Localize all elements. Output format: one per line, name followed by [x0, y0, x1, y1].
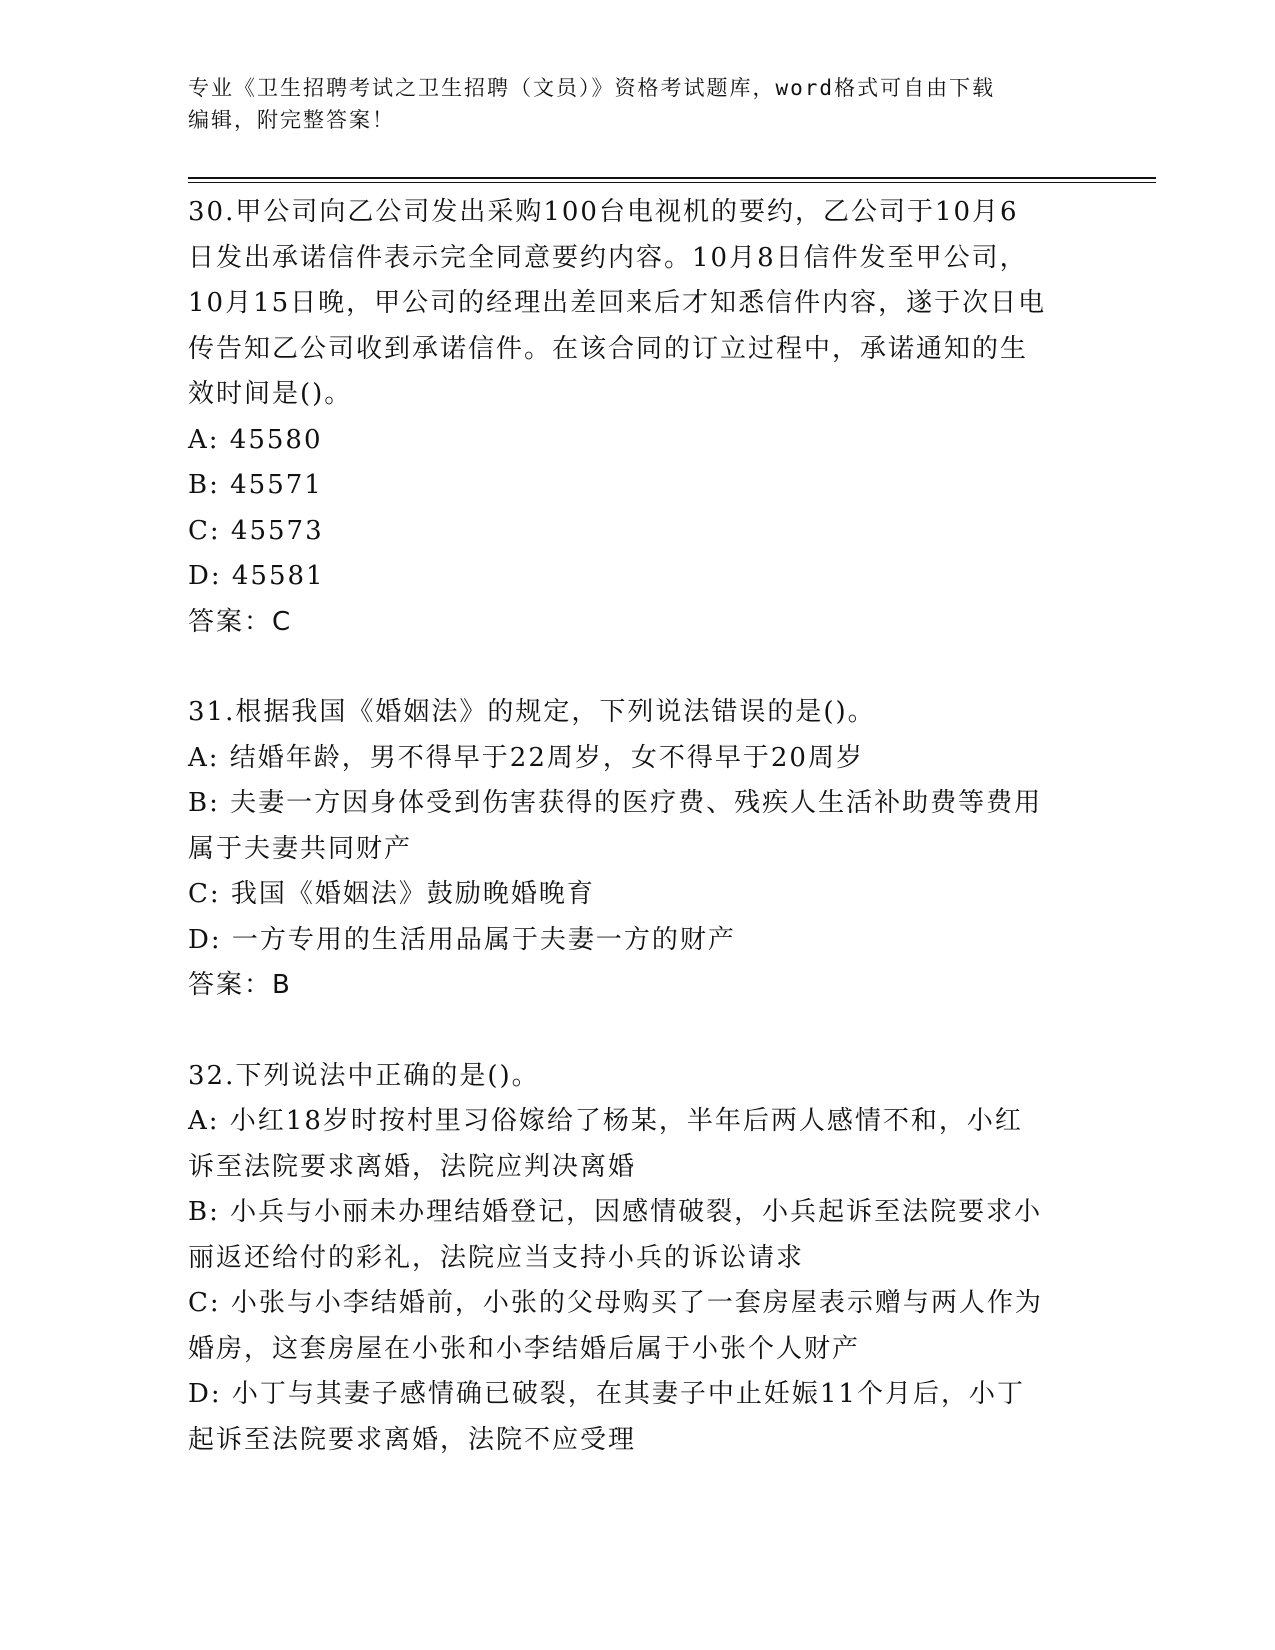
- question-text-line: 效时间是()。: [188, 379, 353, 409]
- option-b: B: 45571: [188, 470, 323, 500]
- option-d-continued: 起诉至法院要求离婚，法院不应受理: [188, 1424, 637, 1455]
- option-c-continued: 婚房，这套房屋在小张和小李结婚后属于小张个人财产: [188, 1333, 861, 1364]
- question-30: [188, 190, 1088, 645]
- question-text-line: 日发出承诺信件表示完全同意要约内容。10月8日信件发至甲公司，: [188, 242, 1028, 273]
- answer-label: 答案：B: [188, 970, 292, 1000]
- question-text-line: 10月15日晚，甲公司的经理出差回来后才知悉信件内容，遂于次日电: [188, 288, 1047, 318]
- option-c: C: 小张与小李结婚前，小张的父母购买了一套房屋表示赠与两人作为: [188, 1288, 1043, 1318]
- option-a: A: 45580: [188, 424, 323, 455]
- answer-label: 答案：C: [188, 606, 293, 637]
- option-a: A: 结婚年龄，男不得早于22周岁，女不得早于20周岁: [188, 742, 864, 773]
- question-text-line: 32.下列说法中正确的是()。: [188, 1060, 540, 1091]
- option-d: D: 45581: [188, 561, 325, 591]
- question-spacer: [188, 1009, 1088, 1054]
- option-b: B: 夫妻一方因身体受到伤害获得的医疗费、残疾人生活补助费等费用: [188, 788, 1043, 818]
- question-list: [188, 190, 1088, 1463]
- document-header: [188, 72, 1078, 136]
- option-a-continued: 诉至法院要求离婚，法院应判决离婚: [188, 1151, 637, 1182]
- header-line-1: 专业《卫生招聘考试之卫生招聘（文员）》资格考试题库，word格式可自由下载: [188, 76, 996, 100]
- option-b: B: 小兵与小丽未办理结婚登记，因感情破裂，小兵起诉至法院要求小: [188, 1197, 1043, 1227]
- option-b-continued: 属于夫妻共同财产: [188, 833, 413, 864]
- question-31: [188, 690, 1088, 1009]
- question-spacer: [188, 645, 1088, 690]
- option-c: C: 我国《婚姻法》鼓励晚婚晚育: [188, 879, 595, 909]
- question-32: [188, 1054, 1088, 1464]
- option-d: D: 小丁与其妻子感情确已破裂，在其妻子中止妊娠11个月后，小丁: [188, 1379, 1025, 1409]
- header-divider-thin: [188, 182, 1156, 183]
- header-divider-thick: [188, 177, 1156, 179]
- option-a: A: 小红18岁时按村里习俗嫁给了杨某，半年后两人感情不和，小红: [188, 1106, 1023, 1136]
- question-text-line: 31.根据我国《婚姻法》的规定，下列说法错误的是()。: [188, 697, 876, 727]
- option-d: D: 一方专用的生活用品属于夫妻一方的财产: [188, 924, 736, 955]
- question-text-line: 30.甲公司向乙公司发出采购100台电视机的要约，乙公司于10月6: [188, 197, 1019, 227]
- option-c: C: 45573: [188, 515, 324, 546]
- header-line-2: 编辑，附完整答案！: [188, 108, 395, 132]
- question-text-line: 传告知乙公司收到承诺信件。在该合同的订立过程中，承诺通知的生: [188, 333, 1029, 364]
- option-b-continued: 丽返还给付的彩礼，法院应当支持小兵的诉讼请求: [188, 1242, 805, 1273]
